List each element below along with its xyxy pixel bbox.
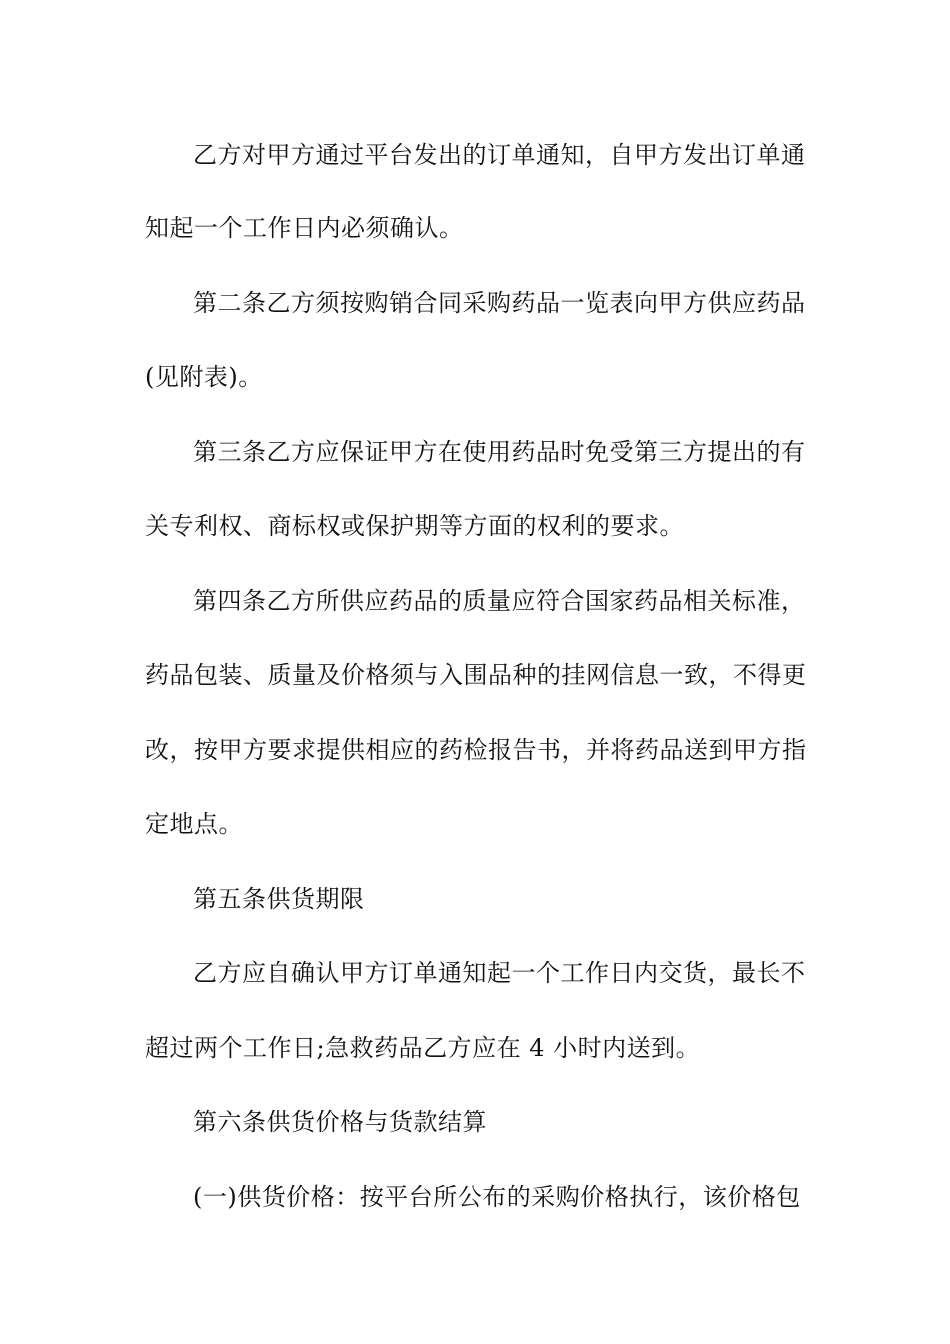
paragraph-line: 第三条乙方应保证甲方在使用药品时免受第三方提出的有 xyxy=(193,438,806,466)
paragraph-line: 第二条乙方须按购销合同采购药品一览表向甲方供应药品 xyxy=(193,289,806,317)
paragraph-line: 关专利权、商标权或保护期等方面的权利的要求。 xyxy=(145,512,684,540)
paragraph-line: 乙方应自确认甲方订单通知起一个工作日内交货，最长不 xyxy=(193,959,806,987)
paragraph-line: 知起一个工作日内必须确认。 xyxy=(145,214,464,242)
section-heading: 第六条供货价格与货款结算 xyxy=(193,1108,487,1136)
section-heading: 第五条供货期限 xyxy=(193,885,365,913)
paragraph-line: 药品包装、质量及价格须与入围品种的挂网信息一致，不得更 xyxy=(145,661,807,689)
paragraph-line: 超过两个工作日;急救药品乙方应在 4 小时内送到。 xyxy=(145,1034,701,1062)
paragraph-line: (一)供货价格：按平台所公布的采购价格执行，该价格包 xyxy=(193,1183,801,1211)
paragraph-line: (见附表)。 xyxy=(145,363,263,391)
paragraph-line: 定地点。 xyxy=(145,810,243,838)
paragraph-line: 第四条乙方所供应药品的质量应符合国家药品相关标准， xyxy=(193,587,806,615)
paragraph-line: 乙方对甲方通过平台发出的订单通知，自甲方发出订单通 xyxy=(193,141,806,169)
paragraph-line: 改，按甲方要求提供相应的药检报告书，并将药品送到甲方指 xyxy=(145,736,807,764)
